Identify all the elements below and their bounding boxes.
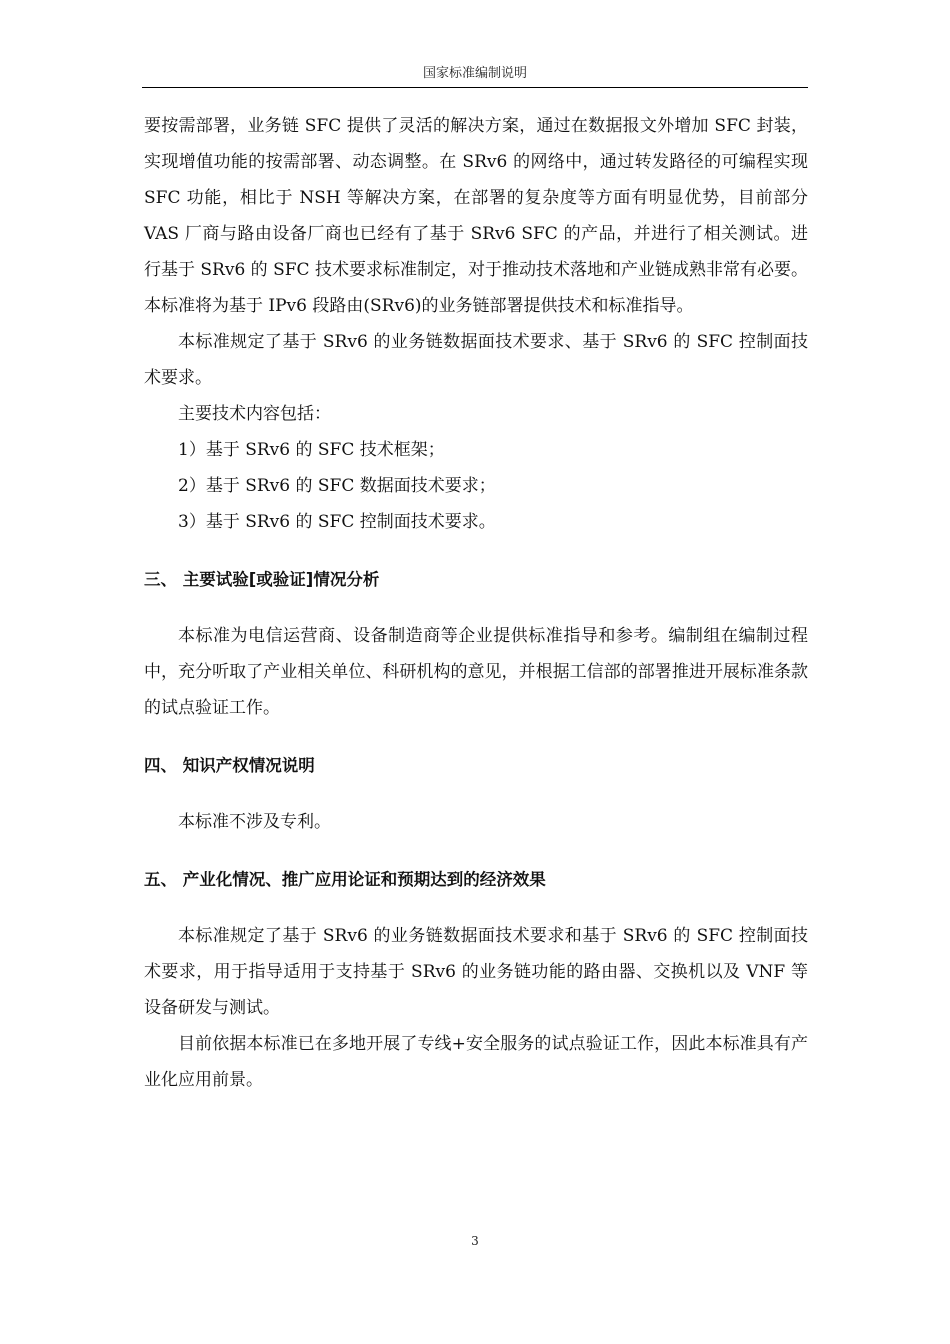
list-item-1: 1）基于 SRv6 的 SFC 技术框架； [178,440,445,460]
section-heading-4: 四、 知识产权情况说明 [144,756,315,775]
list-item-3: 3）基于 SRv6 的 SFC 控制面技术要求。 [178,512,496,532]
page-number: 3 [471,1234,479,1248]
document-body [144,108,808,1098]
list-item-2: 2）基于 SRv6 的 SFC 数据面技术要求； [178,476,496,496]
header-rule [142,87,808,88]
section-heading-5: 五、 产业化情况、推广应用论证和预期达到的经济效果 [144,870,546,889]
section-5-paragraph-2: 目前依据本标准已在多地开展了专线+安全服务的试点验证工作，因此本标准具有产业化应用前景。 [144,1034,808,1090]
intro-paragraph-3: 主要技术内容包括： [178,404,331,424]
section-3-paragraph-1: 本标准为电信运营商、设备制造商等企业提供标准指导和参考。编制组在编制过程中，充分听取了产业相关单位、科研机构的意见，并根据工信部的部署推进开展标准条款的试点验证工作。 [144,626,808,718]
section-5-paragraph-1: 本标准规定了基于 SRv6 的业务链数据面技术要求和基于 SRv6 的 SFC 控制面技术要求，用于指导适用于支持基于 SRv6 的业务链功能的路由器、交换机以及 VNF 等设备研发与测试。 [144,926,808,1018]
intro-paragraph-2: 本标准规定了基于 SRv6 的业务链数据面技术要求、基于 SRv6 的 SFC 控制面技术要求。 [144,332,808,388]
section-4-paragraph-1: 本标准不涉及专利。 [178,812,331,832]
intro-paragraph-1: 要按需部署，业务链 SFC 提供了灵活的解决方案，通过在数据报文外增加 SFC 封装，实现增值功能的按需部署、动态调整。在 SRv6 的网络中，通过转发路径的可编程实现 SFC 功能，相比于 NSH 等解决方案，在部署的复杂度等方面有明显优势，目前部分 VAS 厂商与路由设备厂商也已经有了基于 SRv6 SFC 的产品，并进行了相关测试。进行基于 SRv6 的 SFC 技术要求标准制定，对于推动技术落地和产业链成熟非常有必要。本标准将为基于 IPv6 段路由(SRv6)的业务链部署提供技术和标准指导。 [144,116,808,316]
section-heading-3: 三、 主要试验[或验证]情况分析 [144,570,380,589]
page-header-title: 国家标准编制说明 [422,66,527,81]
